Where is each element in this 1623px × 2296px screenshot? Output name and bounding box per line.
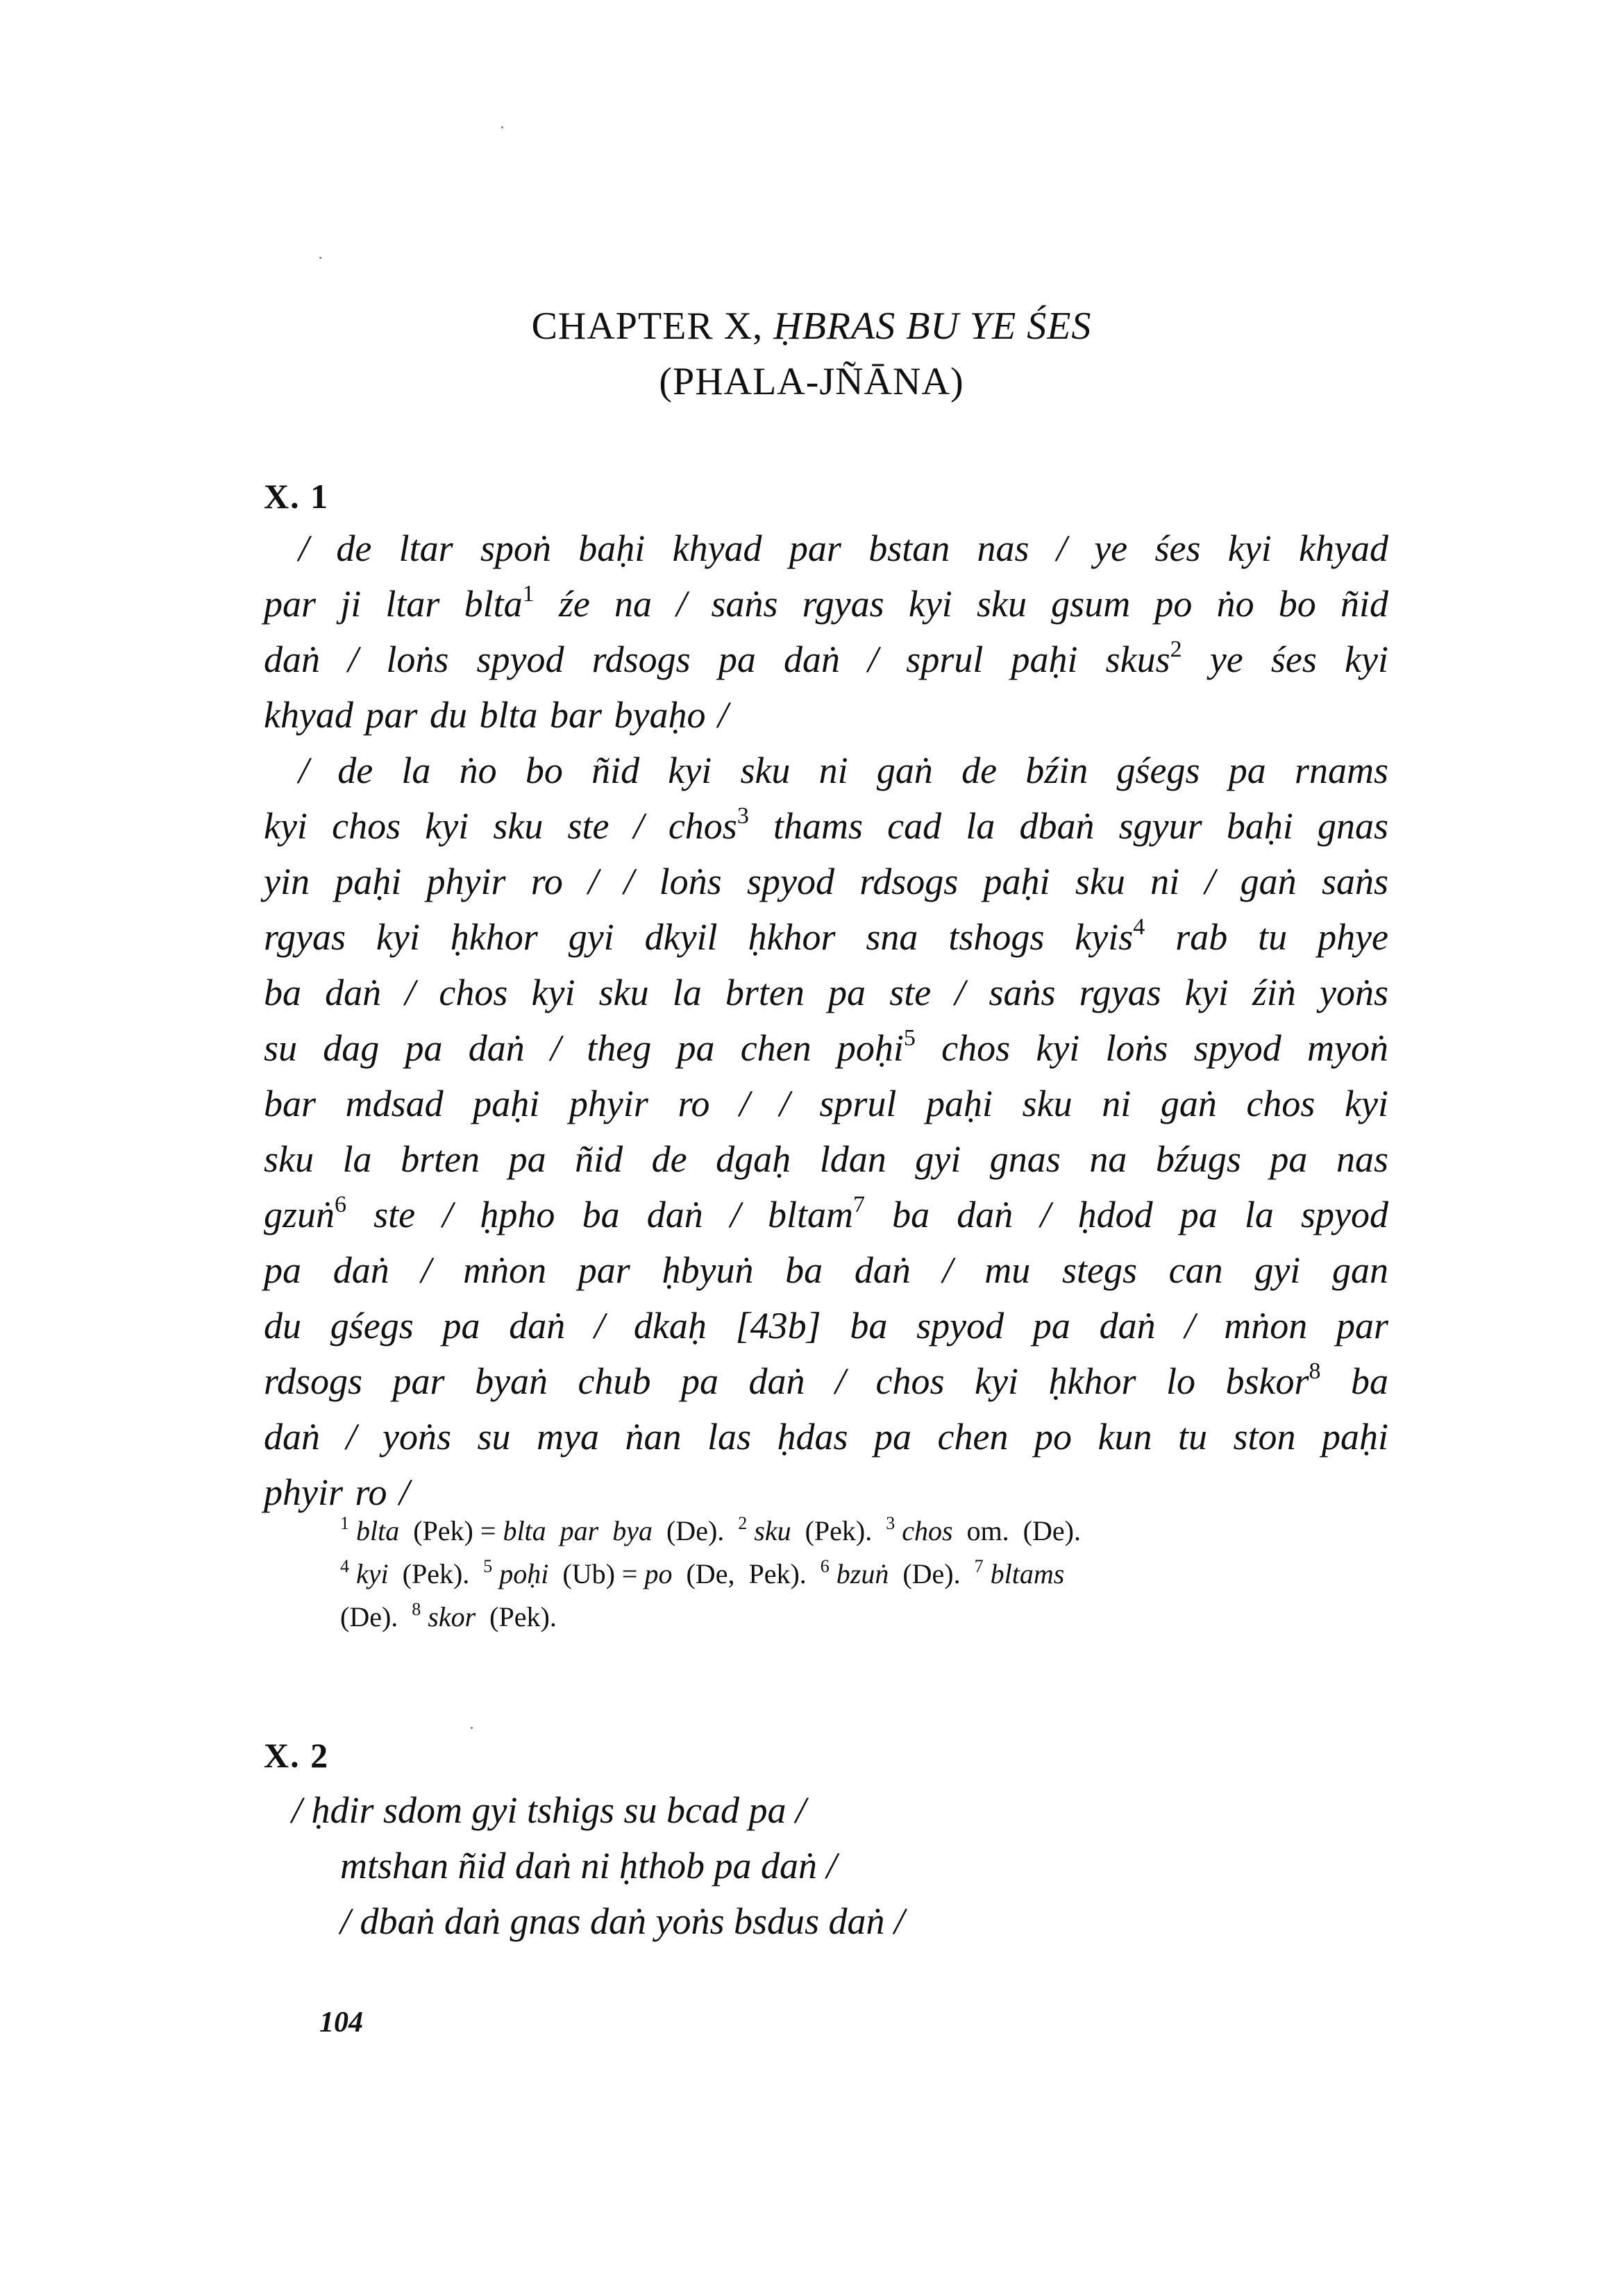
text-run: du gśegs pa daṅ / dkaḥ [43b] ba spyod pa daṅ / mṅon par	[264, 1305, 1388, 1347]
text-run: par ji ltar blta	[264, 583, 523, 625]
text-line	[264, 1353, 1388, 1409]
text-run: sku la brten pa ñid de dgaḥ ldan gyi gnas na bźugs pa nas	[264, 1138, 1388, 1180]
text-line	[264, 521, 1388, 576]
footnote-number: 8	[412, 1599, 421, 1619]
chapter-tibetan-title: ḤBRAS BU YE ŚES	[773, 305, 1092, 348]
footnote-line	[340, 1510, 1368, 1553]
footnote-marker: 8	[1309, 1358, 1321, 1384]
text-run: ste / ḥpho ba daṅ / bltam	[346, 1194, 854, 1235]
chapter-title-line-2: (PHALA-JÑĀNA)	[659, 360, 964, 403]
footnote-line	[340, 1596, 1368, 1639]
footnote-text: (Ub) =	[548, 1558, 645, 1589]
footnote-variant: po	[644, 1558, 673, 1589]
footnote-number: 4	[340, 1556, 349, 1576]
page-number: 104	[319, 2007, 363, 2038]
text-run: daṅ / yoṅs su mya ṅan las ḥdas pa chen po kun tu ston paḥi	[264, 1416, 1388, 1458]
footnote-marker: 2	[1170, 636, 1182, 662]
text-line	[264, 1020, 1388, 1076]
page-speck	[471, 1727, 473, 1729]
footnote-variant: blta par bya	[503, 1515, 653, 1546]
text-run: khyad par du blta bar byaḥo /	[264, 694, 728, 736]
footnote-variant: skor	[428, 1601, 476, 1632]
footnote-text: (De).	[889, 1558, 975, 1589]
verse-line: mtshan ñid daṅ ni ḥthob pa daṅ /	[340, 1845, 837, 1886]
text-line	[264, 1187, 1388, 1242]
text-line	[264, 743, 1388, 798]
text-run: chos kyi loṅs spyod myoṅ	[915, 1027, 1388, 1069]
footnote-text: (De, Pek).	[672, 1558, 821, 1589]
section-2-verse	[292, 1782, 905, 1949]
text-run: ba daṅ / ḥdod pa la spyod	[865, 1194, 1388, 1235]
text-run: / de ltar spoṅ baḥi khyad par bstan nas / ye śes kyi khyad	[298, 527, 1388, 569]
footnote-number: 7	[974, 1556, 984, 1576]
footnote-text: (Pek).	[476, 1601, 557, 1632]
text-run: bar mdsad paḥi phyir ro / / sprul paḥi sku ni gaṅ chos kyi	[264, 1083, 1388, 1124]
text-run: daṅ / loṅs spyod rdsogs pa daṅ / sprul paḥi skus	[264, 639, 1170, 680]
footnote-marker: 6	[335, 1192, 347, 1217]
text-run: rgyas kyi ḥkhor gyi dkyil ḥkhor sna tshogs kyis	[264, 916, 1134, 958]
chapter-label: CHAPTER X,	[531, 305, 774, 348]
section-heading-x2: X. 2	[264, 1736, 330, 1775]
text-line	[264, 1409, 1388, 1464]
text-run: thams cad la dbaṅ sgyur baḥi gnas	[748, 805, 1389, 847]
text-run: kyi chos kyi sku ste / chos	[264, 805, 737, 847]
footnote-variant: blta	[356, 1515, 400, 1546]
footnote-number: 1	[340, 1513, 349, 1533]
footnote-text: (Pek).	[388, 1558, 484, 1589]
text-run: / de la ṅo bo ñid kyi sku ni gaṅ de bźin gśegs pa rnams	[298, 750, 1388, 791]
footnotes	[340, 1510, 1368, 1639]
text-run: gzuṅ	[264, 1194, 335, 1235]
footnote-text: (De).	[652, 1515, 739, 1546]
footnote-marker: 5	[903, 1025, 916, 1051]
text-run: rab tu phye	[1145, 916, 1389, 958]
footnote-variant: bzuṅ	[836, 1558, 889, 1589]
footnote-number: 6	[820, 1556, 830, 1576]
footnote-number: 2	[738, 1513, 748, 1533]
text-run: pa daṅ / mṅon par ḥbyuṅ ba daṅ / mu stegs can gyi gan	[264, 1249, 1388, 1291]
text-line	[264, 1298, 1388, 1353]
text-run: phyir ro /	[264, 1471, 410, 1513]
text-run: su dag pa daṅ / theg pa chen poḥi	[264, 1027, 904, 1069]
text-line	[264, 798, 1388, 854]
text-run: ba	[1320, 1360, 1388, 1402]
page-speck	[501, 126, 503, 128]
footnote-marker: 4	[1133, 914, 1145, 940]
footnote-text: (De).	[340, 1601, 412, 1632]
text-line	[264, 576, 1388, 632]
text-line	[264, 1076, 1388, 1131]
footnote-line	[340, 1553, 1368, 1596]
chapter-title-line-1	[0, 298, 1623, 354]
footnote-marker: 3	[737, 803, 749, 829]
footnote-number: 3	[886, 1513, 895, 1533]
footnote-variant: poḥi	[499, 1558, 549, 1589]
footnote-text: (Pek).	[791, 1515, 886, 1546]
text-run: rdsogs par byaṅ chub pa daṅ / chos kyi ḥkhor lo bskor	[264, 1360, 1309, 1402]
footnote-marker: 1	[522, 581, 535, 607]
verse-line: / ḥdir sdom gyi tshigs su bcad pa /	[292, 1789, 807, 1831]
text-run: ba daṅ / chos kyi sku la brten pa ste / saṅs rgyas kyi źiṅ yoṅs	[264, 972, 1388, 1013]
text-line	[264, 909, 1388, 965]
footnote-text: (Pek) =	[399, 1515, 503, 1546]
text-run: źe na / saṅs rgyas kyi sku gsum po ṅo bo ñid	[534, 583, 1388, 625]
text-line	[264, 632, 1388, 687]
text-line	[264, 854, 1388, 909]
footnote-variant: kyi	[356, 1558, 389, 1589]
text-line	[264, 687, 1388, 743]
verse-line: / dbaṅ daṅ gnas daṅ yoṅs bsdus daṅ /	[340, 1900, 905, 1942]
footnote-number: 5	[483, 1556, 493, 1576]
footnote-text: om. (De).	[952, 1515, 1081, 1546]
text-line	[264, 1242, 1388, 1298]
section-1-paragraph	[264, 521, 1388, 1520]
footnote-marker: 7	[853, 1192, 866, 1217]
footnote-variant: sku	[754, 1515, 791, 1546]
section-heading-x1: X. 1	[264, 477, 330, 516]
text-line	[264, 1131, 1388, 1187]
text-run: yin paḥi phyir ro / / loṅs spyod rdsogs paḥi sku ni / gaṅ saṅs	[264, 861, 1388, 902]
text-line	[264, 965, 1388, 1020]
text-run: ye śes kyi	[1181, 639, 1388, 680]
footnote-variant: bltams	[990, 1558, 1065, 1589]
footnote-variant: chos	[902, 1515, 953, 1546]
page-speck	[319, 257, 321, 259]
chapter-title	[0, 298, 1623, 410]
